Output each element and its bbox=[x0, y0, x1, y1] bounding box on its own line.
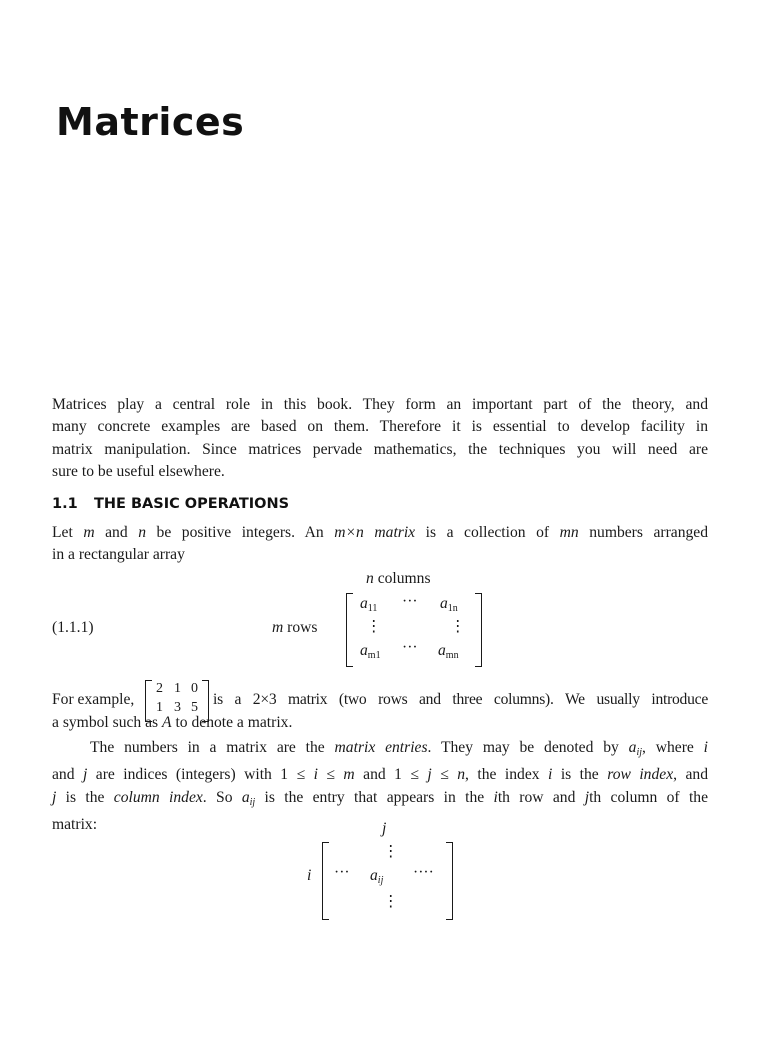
matrix-entry: 1 bbox=[174, 681, 181, 696]
matrix-entry: 2 bbox=[156, 681, 163, 696]
section-heading bbox=[52, 496, 289, 512]
definition-line: in a rectangular array bbox=[52, 546, 185, 564]
matrix-entry: $a_{11}$ bbox=[360, 595, 378, 614]
example-prefix: For example, bbox=[52, 691, 135, 708]
equation-number: (1.1.1) bbox=[52, 619, 94, 636]
right-bracket bbox=[475, 593, 482, 667]
entries-line: j is the column index. So $a_{ij}$ is the entry that appears in the ith row and jth column of the bbox=[52, 788, 709, 808]
matrix-entry: $a_{mn}$ bbox=[438, 642, 459, 661]
vdots-icon: ⋮ bbox=[383, 843, 399, 860]
left-bracket bbox=[322, 842, 329, 920]
left-bracket bbox=[346, 593, 353, 667]
intro-line: many concrete examples are based on them. Therefore it is essential to develop facility in bbox=[52, 418, 708, 436]
rows-label: m rows bbox=[272, 619, 318, 636]
entry-diagram bbox=[300, 822, 470, 922]
matrix-entry: 3 bbox=[174, 700, 181, 715]
matrix-entry: $a_{1n}$ bbox=[440, 595, 458, 614]
row-index-label: i bbox=[307, 867, 312, 884]
entry-aij: $a_{ij}$ bbox=[370, 867, 384, 886]
example-line2: a symbol such as A to denote a matrix. bbox=[52, 714, 293, 731]
hdots-icon: ···· bbox=[413, 864, 434, 881]
entries-line: and j are indices (integers) with 1 ≤ i ≤ m and 1 ≤ j ≤ n, the index i is the row index, and bbox=[52, 766, 708, 784]
vdots-icon: ⋮ bbox=[383, 893, 399, 910]
matrix-entry: 0 bbox=[191, 681, 198, 696]
intro-line: sure to be useful elsewhere. bbox=[52, 462, 225, 480]
intro-line: Matrices play a central role in this book. They form an important part of the theory, and bbox=[52, 396, 708, 413]
matrix-vdots: ⋮ bbox=[450, 618, 466, 635]
intro-paragraph bbox=[52, 394, 708, 483]
matrix-dots: ··· bbox=[402, 593, 418, 610]
column-index-label: j bbox=[382, 820, 387, 837]
matrix-entry: 1 bbox=[156, 700, 163, 715]
definition-paragraph bbox=[52, 522, 708, 567]
entries-line: matrix: bbox=[52, 815, 98, 833]
example-suffix: is a 2×3 matrix (two rows and three columns). We usually introduce bbox=[213, 691, 708, 708]
matrix-vdots: ⋮ bbox=[366, 618, 382, 635]
columns-label: n columns bbox=[366, 570, 431, 587]
right-bracket bbox=[446, 842, 453, 920]
general-matrix bbox=[346, 593, 482, 668]
matrix-dots: ··· bbox=[402, 639, 418, 656]
entries-line: The numbers in a matrix are the matrix entries. They may be denoted by $a_{ij}$, where i bbox=[90, 739, 708, 758]
section-number: 1.1 bbox=[52, 496, 78, 512]
intro-line: matrix manipulation. Since matrices pervade mathematics, the techniques you will need are bbox=[52, 440, 708, 458]
definition-line: Let m and n be positive integers. An m×n matrix is a collection of mn numbers arranged bbox=[52, 524, 709, 541]
matrix-entry: 5 bbox=[191, 700, 198, 715]
matrix-entry: $a_{m1}$ bbox=[360, 642, 381, 661]
chapter-title: Matrices bbox=[56, 100, 245, 144]
hdots-icon: ··· bbox=[334, 864, 350, 881]
section-title: THE BASIC OPERATIONS bbox=[94, 496, 290, 512]
